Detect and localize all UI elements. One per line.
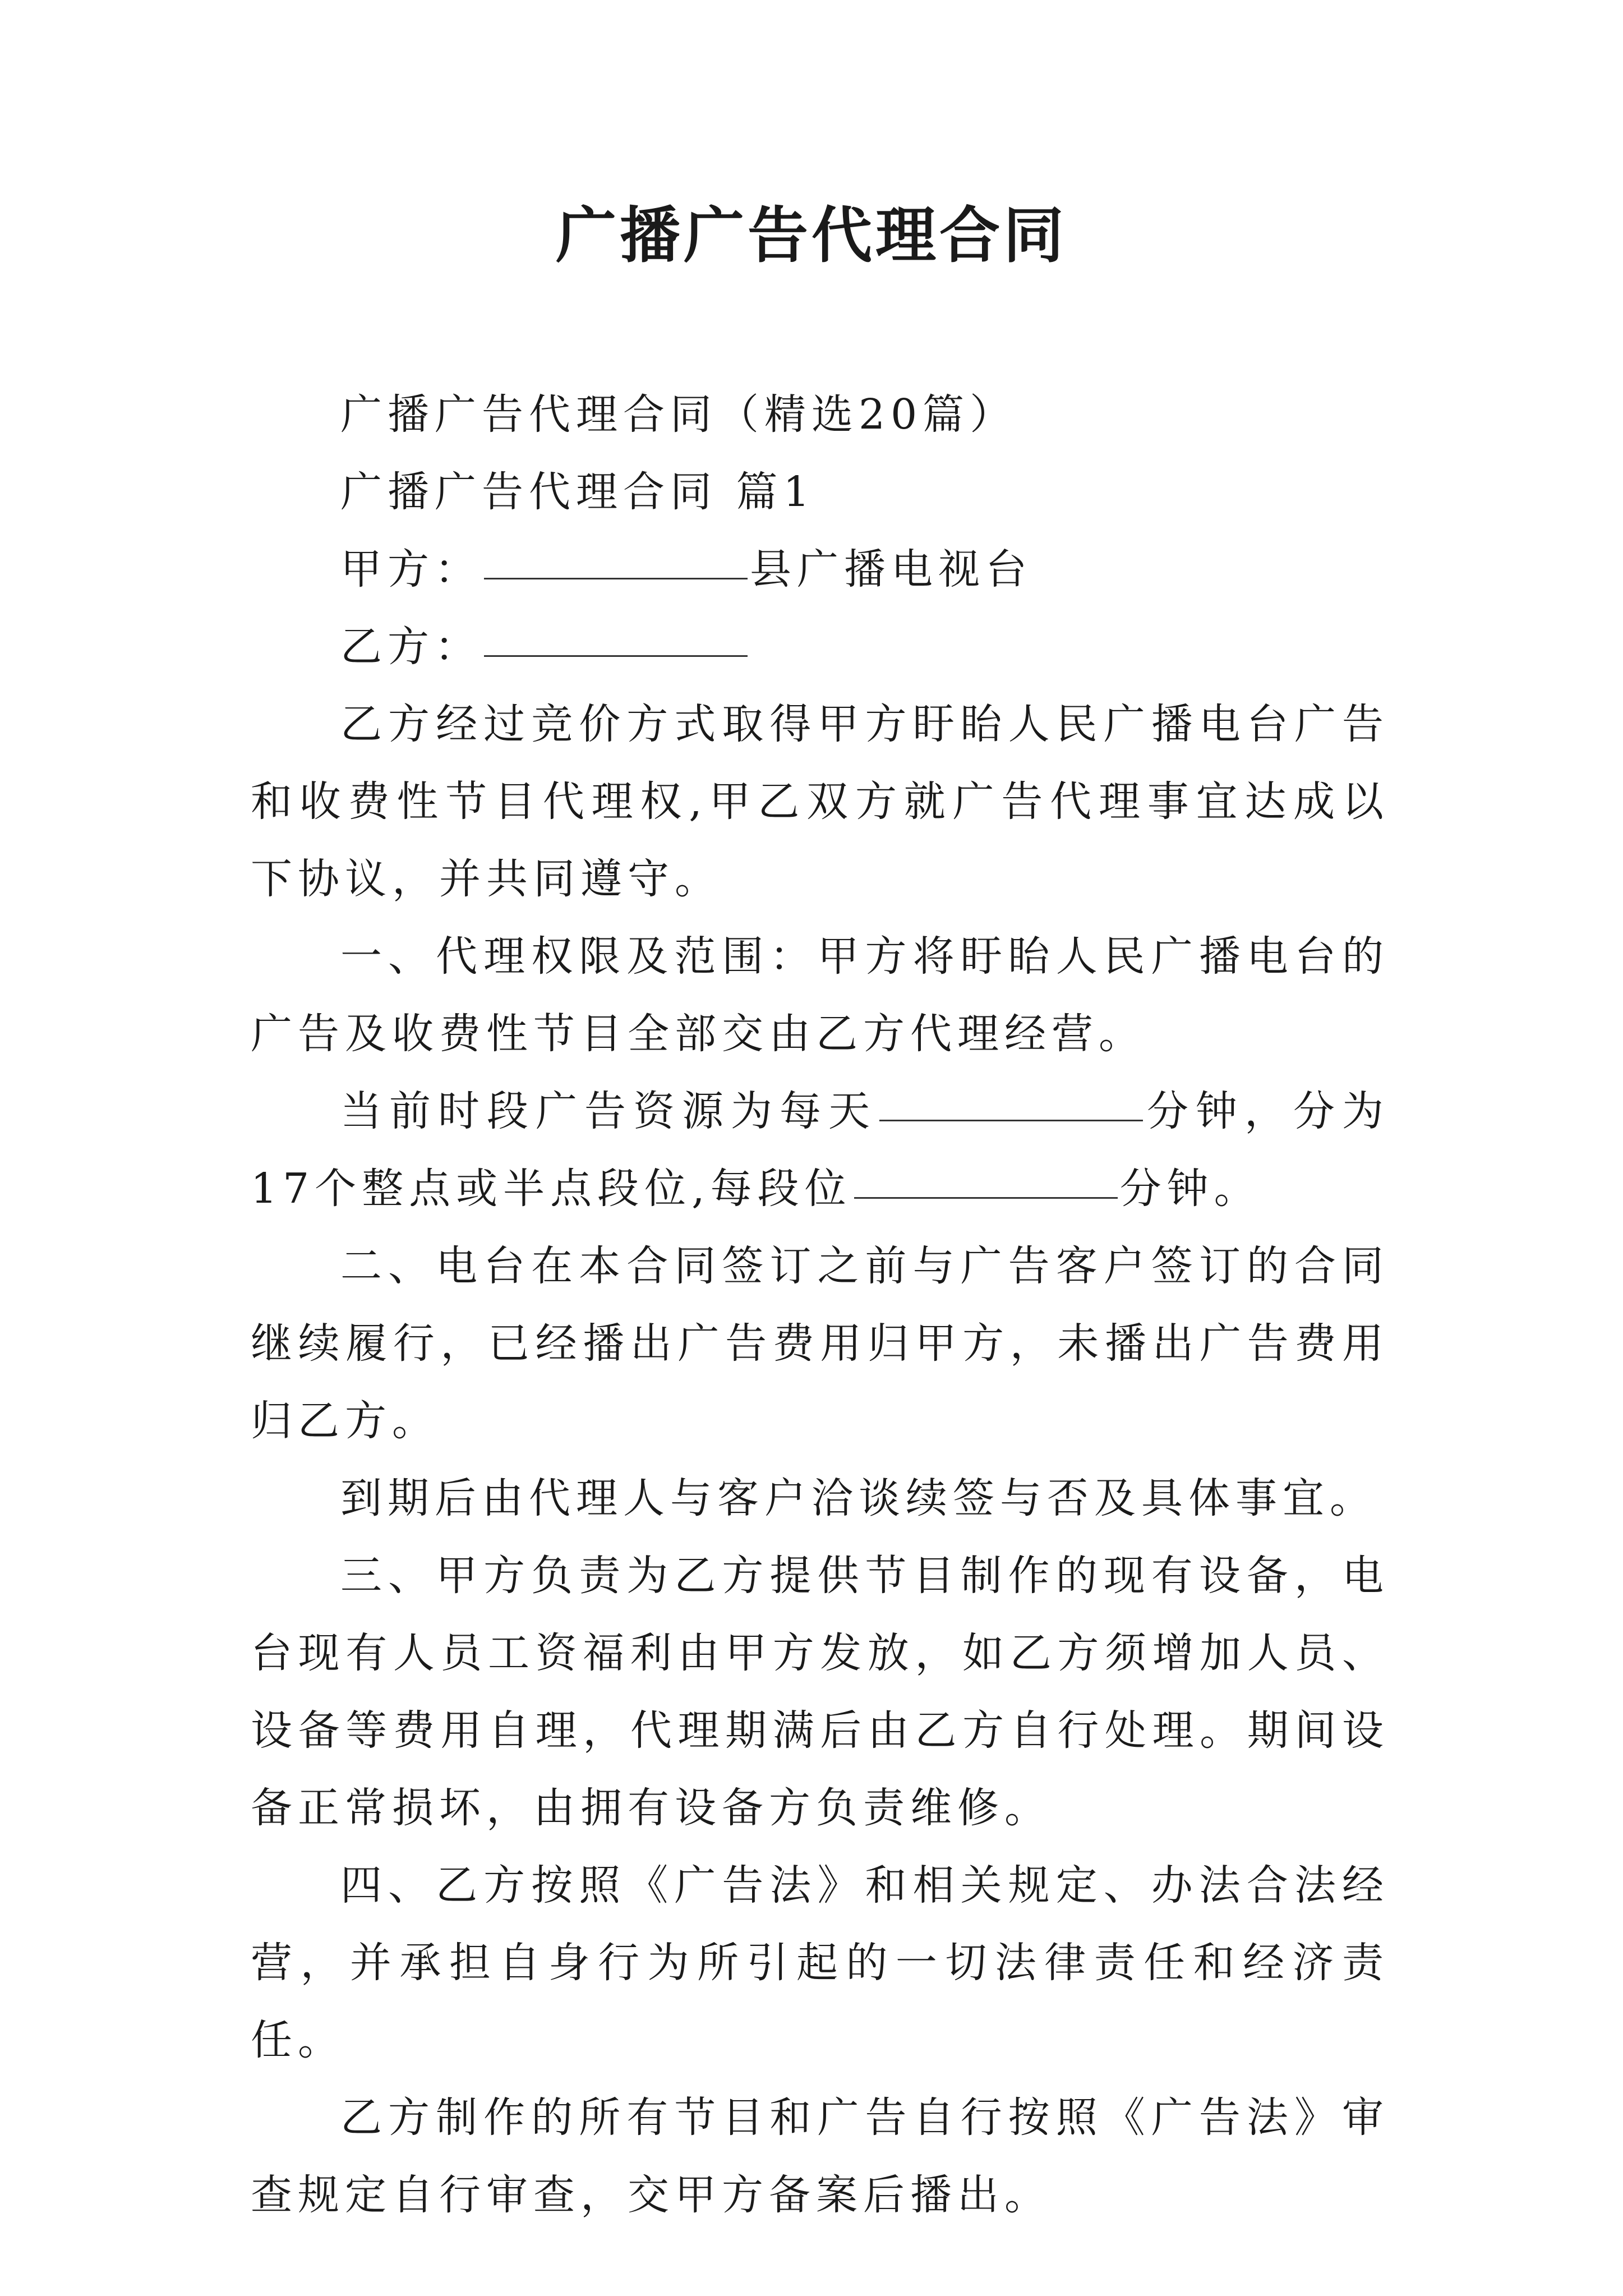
paragraph-airtime — [251, 1073, 1389, 1227]
paragraph-renewal: 到期后由代理人与客户洽谈续签与否及具体事宜。 — [340, 1474, 1377, 1522]
paragraph-scope: 一、代理权限及范围：甲方将盱眙人民广播电台的广告及收费性节目全部交由乙方代理经营。 — [251, 932, 1389, 1058]
document-body — [251, 376, 1389, 2234]
airtime-minutes-blank — [879, 1119, 1143, 1121]
document-title: 广播广告代理合同 — [555, 200, 1067, 271]
party-a-label: 甲方： — [340, 545, 482, 593]
section-heading: 广播广告代理合同 篇1 — [340, 468, 815, 516]
party-b-line — [251, 608, 1389, 685]
paragraph-equipment: 三、甲方负责为乙方提供节目制作的现有设备，电台现有人员工资福利由甲方发放，如乙方须增加人员、设备等费用自理，代理期满后由乙方自行处理。期间设备正常损坏，由拥有设备方负责维修。 — [251, 1552, 1389, 1832]
airtime-text-1: 当前时段广告资源为每天 — [340, 1087, 877, 1135]
airtime-text-2: 分钟，分为17个整点或半点段位,每段位 — [251, 1087, 1389, 1213]
party-a-blank — [484, 577, 748, 579]
party-b-label: 乙方： — [340, 623, 482, 671]
paragraph-review: 乙方制作的所有节目和广告自行按照《广告法》审查规定自行审查，交甲方备案后播出。 — [251, 2093, 1389, 2219]
subtitle: 广播广告代理合同（精选20篇） — [340, 390, 1017, 439]
party-a-suffix: 县广播电视台 — [750, 545, 1032, 593]
party-a-line — [251, 531, 1389, 608]
slot-minutes-blank — [854, 1197, 1118, 1199]
paragraph-intro: 乙方经过竞价方式取得甲方盱眙人民广播电台广告和收费性节目代理权,甲乙双方就广告代理事宜达成以下协议，并共同遵守。 — [251, 700, 1389, 903]
paragraph-existing-contracts: 二、电台在本合同签订之前与广告客户签订的合同继续履行，已经播出广告费用归甲方，未播出广告费用归乙方。 — [251, 1242, 1389, 1445]
paragraph-legal: 四、乙方按照《广告法》和相关规定、办法合法经营，并承担自身行为所引起的一切法律责任和经济责任。 — [251, 1861, 1389, 2064]
airtime-text-3: 分钟。 — [1119, 1165, 1261, 1213]
party-b-blank — [484, 655, 748, 657]
